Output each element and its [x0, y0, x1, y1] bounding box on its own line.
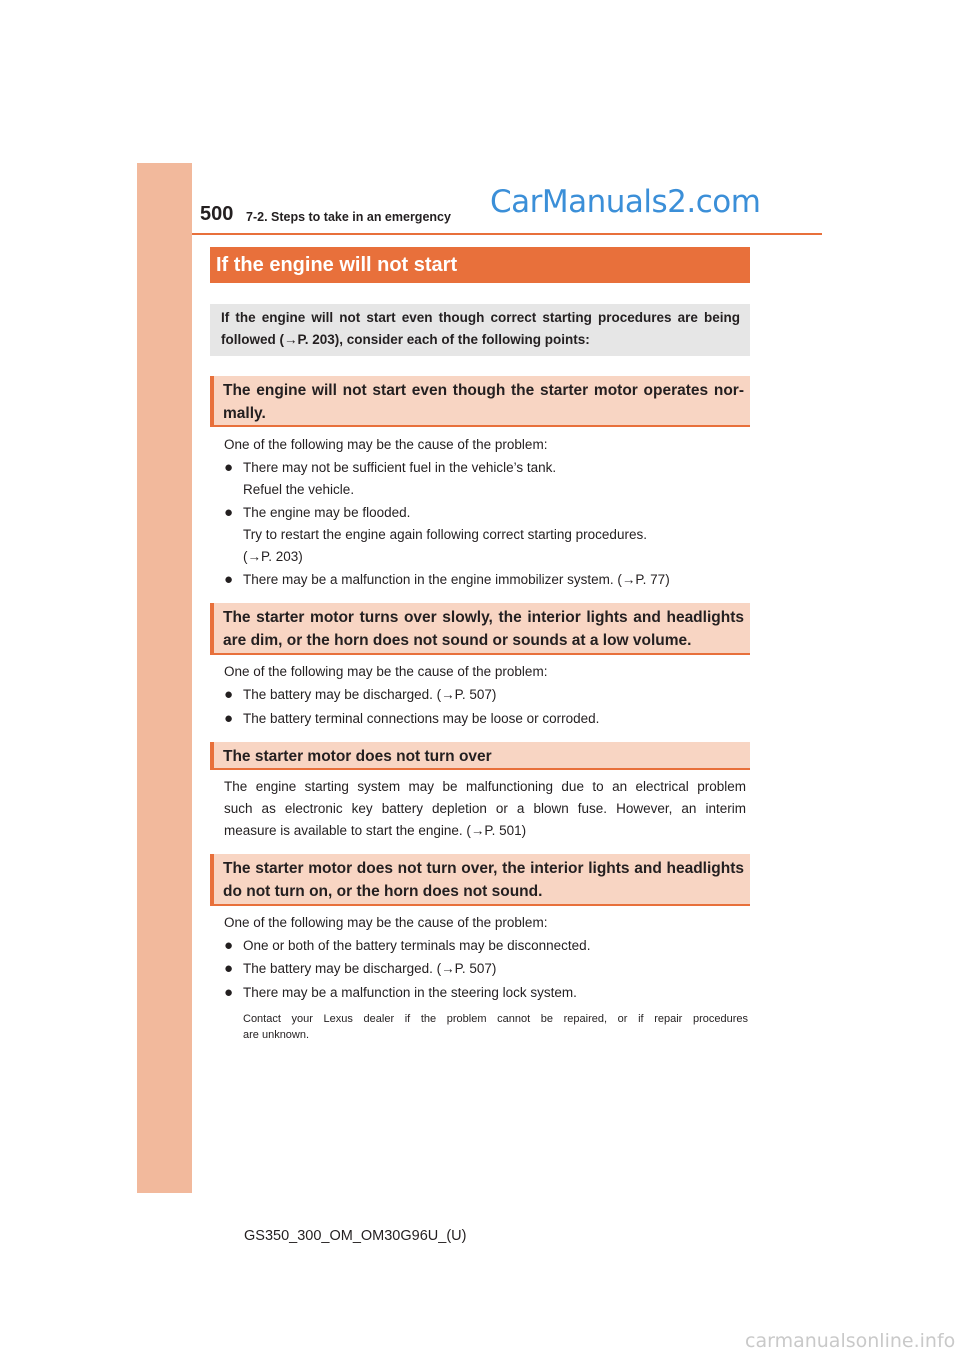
section-heading [210, 742, 750, 770]
chapter-title: 7-2. Steps to take in an emergency [246, 210, 451, 224]
watermark-bottom: carmanualsonline.info [745, 1330, 956, 1352]
section-heading-line: are dim, or the horn does not sound or sounds at a low volume. [223, 632, 692, 649]
note-line: are unknown. [243, 1029, 310, 1041]
list-item-text: One or both of the battery terminals may be disconnected. [243, 938, 591, 953]
section-heading-line: The starter motor does not turn over, the interior lights and headlights [223, 860, 744, 877]
section-heading [210, 376, 750, 427]
body-line: measure is available to start the engine. (→P. 501) [224, 823, 527, 838]
section-heading-line: The starter motor does not turn over [223, 748, 492, 765]
list-item-text: The battery may be discharged. (→P. 507) [243, 687, 497, 702]
bullet-icon: ● [224, 937, 234, 954]
document-code: GS350_300_OM_OM30G96U_(U) [244, 1228, 467, 1244]
list-item-text: The battery may be discharged. (→P. 507) [243, 961, 497, 976]
watermark-top: CarManuals2.com [490, 184, 761, 220]
list-item-text: There may not be sufficient fuel in the vehicle’s tank. [243, 460, 557, 475]
bullet-icon: ● [224, 960, 234, 977]
section-heading [210, 854, 750, 906]
bullet-icon: ● [224, 504, 234, 521]
page-title: If the engine will not start [210, 247, 750, 283]
section-heading-line: do not turn on, or the horn does not sound. [223, 883, 543, 900]
section-heading-line: mally. [223, 405, 266, 422]
bullet-icon: ● [224, 686, 234, 703]
list-item-text: Try to restart the engine again following correct starting procedures. [243, 527, 647, 542]
bullet-icon: ● [224, 984, 234, 1001]
bullet-icon: ● [224, 710, 234, 727]
section-heading-line: The starter motor turns over slowly, the interior lights and headlights [223, 609, 744, 626]
section-heading [210, 603, 750, 655]
list-item-text: (→P. 203) [243, 549, 303, 564]
side-tab-bar [137, 163, 192, 1193]
section-lead: One of the following may be the cause of the problem: [224, 437, 548, 452]
intro-line: If the engine will not start even though correct starting procedures are being [221, 310, 740, 325]
list-item-text: Refuel the vehicle. [243, 482, 355, 497]
list-item-text: The battery terminal connections may be loose or corroded. [243, 711, 600, 726]
bullet-icon: ● [224, 459, 234, 476]
page-number: 500 [200, 203, 234, 225]
list-item-text: There may be a malfunction in the engine immobilizer system. (→P. 77) [243, 572, 670, 587]
list-item-text: There may be a malfunction in the steering lock system. [243, 985, 577, 1000]
section-heading-line: The engine will not start even though the starter motor operates nor- [223, 382, 744, 399]
intro-box [210, 304, 750, 356]
section-lead: One of the following may be the cause of the problem: [224, 915, 548, 930]
section-lead: One of the following may be the cause of the problem: [224, 664, 548, 679]
list-item-text: The engine may be flooded. [243, 505, 411, 520]
note-line: Contact your Lexus dealer if the problem cannot be repaired, or if repair procedures [243, 1013, 748, 1025]
dealer-note [243, 1011, 748, 1043]
section-body [224, 776, 746, 842]
body-line: The engine starting system may be malfunctioning due to an electrical problem [224, 779, 746, 794]
header-rule [192, 233, 822, 235]
body-line: such as electronic key battery depletion or a blown fuse. However, an interim [224, 801, 746, 816]
bullet-icon: ● [224, 571, 234, 588]
intro-line: followed (→P. 203), consider each of the following points: [221, 332, 590, 347]
